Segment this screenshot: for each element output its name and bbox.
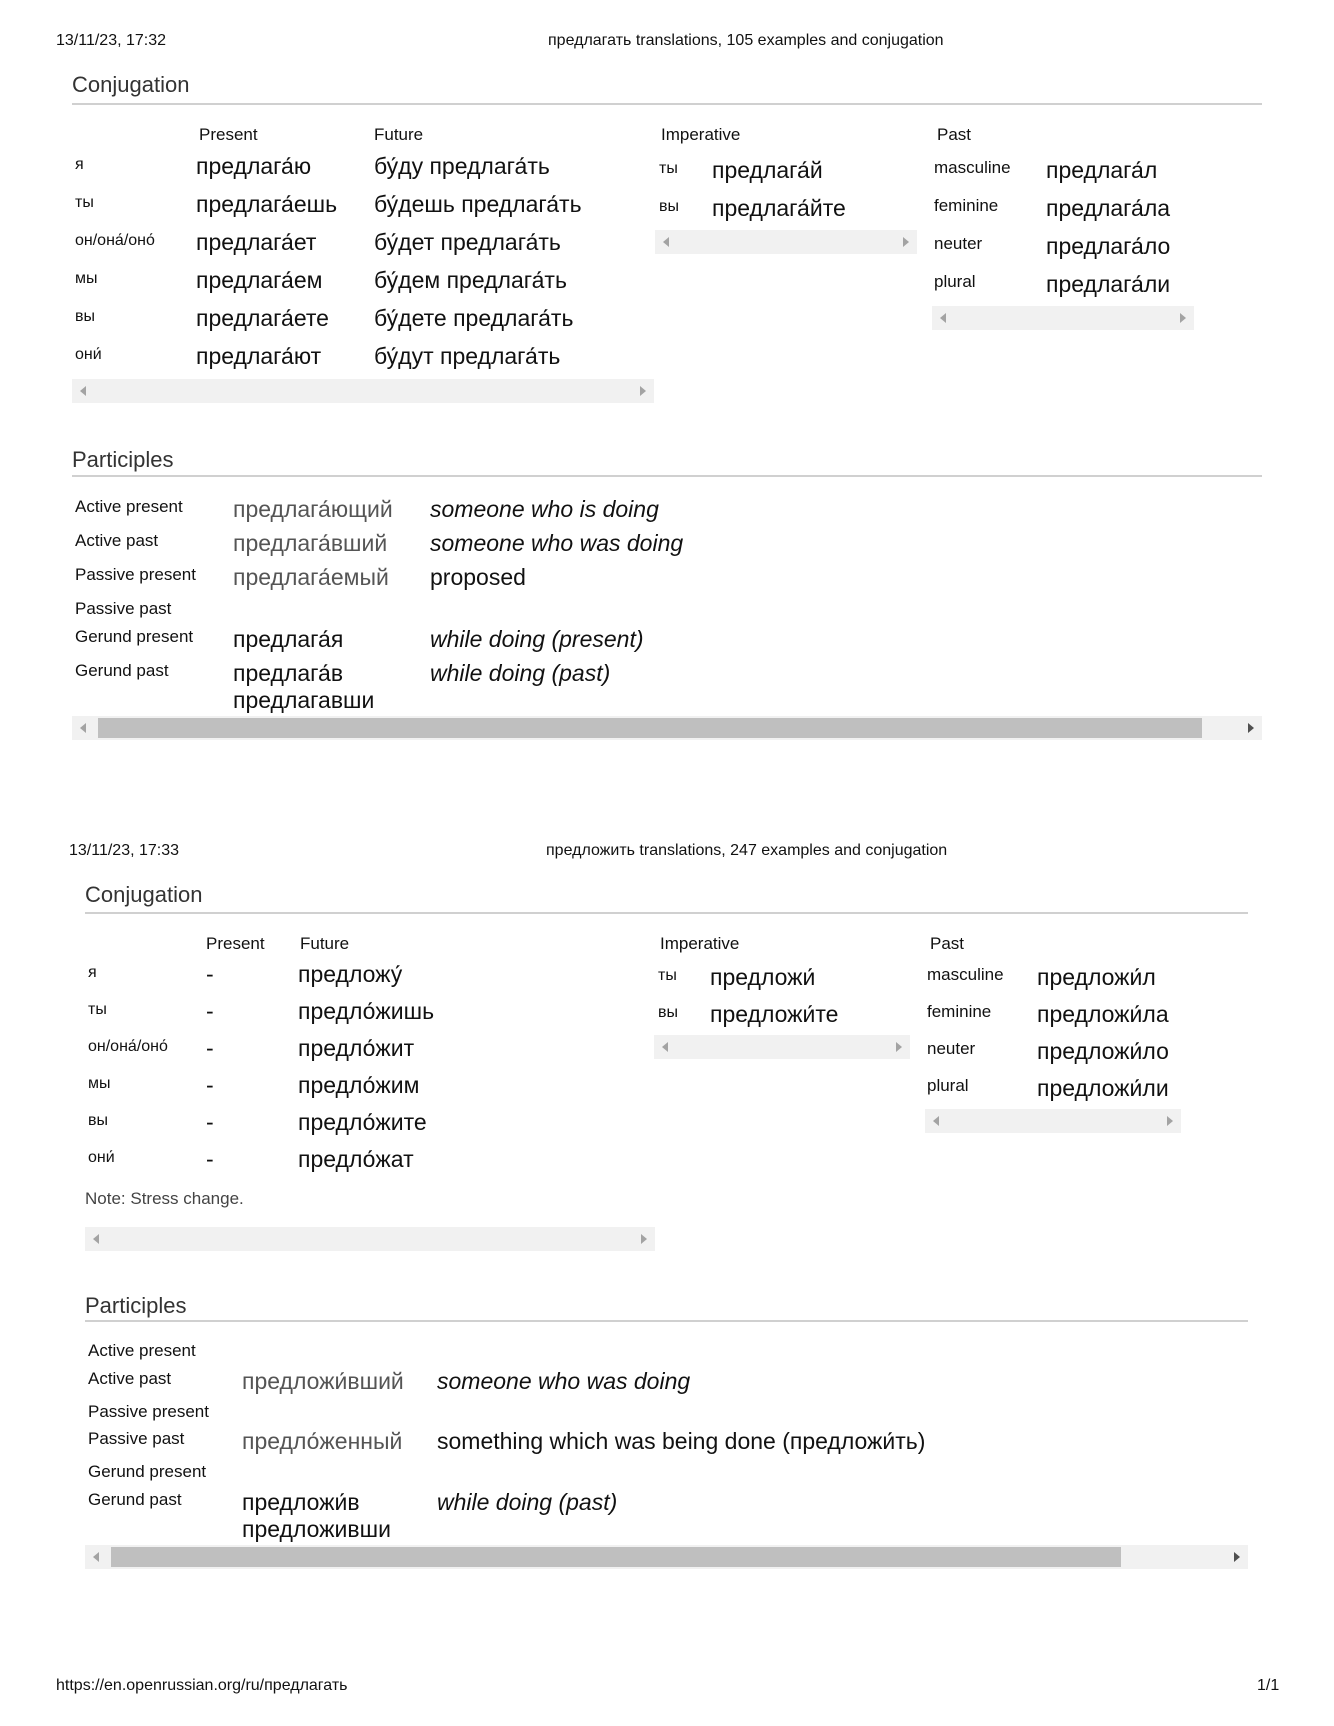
participles-heading: Participles	[72, 447, 174, 472]
scroll-left-icon[interactable]	[933, 1116, 939, 1126]
pronoun: ты	[658, 967, 677, 984]
participle-form: предлага́емый	[233, 564, 389, 590]
print-datetime: 13/11/23, 17:32	[56, 32, 167, 49]
participle-form-alt: предложивши	[242, 1516, 391, 1542]
future-form: предло́жит	[298, 1035, 415, 1061]
participle-form: предложи́вший	[242, 1368, 404, 1394]
participles-table-scrollbar[interactable]	[72, 716, 1262, 740]
past-form: предлага́ла	[1046, 195, 1171, 221]
participle-label: Gerund past	[88, 1490, 182, 1509]
stress-note: Note: Stress change.	[85, 1189, 244, 1208]
conjugation-heading: Conjugation	[85, 882, 203, 907]
conjugation-table-scrollbar[interactable]	[85, 1227, 655, 1251]
present-form: -	[206, 1109, 214, 1135]
scroll-right-icon[interactable]	[641, 1234, 647, 1244]
scroll-left-icon[interactable]	[93, 1234, 99, 1244]
present-form: -	[206, 1072, 214, 1098]
scrollbar-thumb[interactable]	[98, 718, 1202, 738]
participle-translation: someone who was doing	[437, 1368, 691, 1394]
pronoun: ты	[75, 194, 94, 211]
future-form: бу́дем предлага́ть	[374, 267, 567, 293]
past-column-header: Past	[930, 934, 965, 953]
conjugation-table-scrollbar[interactable]	[72, 379, 654, 403]
past-form: предлага́ло	[1046, 233, 1171, 259]
conjugation-heading: Conjugation	[72, 72, 190, 97]
participle-label: Gerund past	[75, 661, 169, 680]
past-gender-label: neuter	[927, 1039, 976, 1058]
participle-translation: while doing (past)	[437, 1489, 618, 1515]
pronoun: вы	[75, 308, 95, 325]
participle-label: Active present	[88, 1341, 196, 1360]
pronoun: ты	[659, 160, 678, 177]
past-table-scrollbar[interactable]	[932, 306, 1194, 330]
pronoun: мы	[88, 1075, 111, 1092]
scroll-left-icon[interactable]	[662, 1042, 668, 1052]
print-title: предложить translations, 247 examples and conjugation	[546, 842, 948, 859]
participle-form-alt: предлагавши	[233, 687, 375, 713]
past-form: предложи́л	[1037, 964, 1156, 990]
participle-label: Passive past	[88, 1429, 185, 1448]
participle-label: Passive past	[75, 599, 172, 618]
scroll-right-icon[interactable]	[903, 237, 909, 247]
imperative-column-header: Imperative	[660, 934, 740, 953]
pronoun: они́	[88, 1149, 115, 1166]
pronoun: вы	[88, 1112, 108, 1129]
future-form: бу́дете предлага́ть	[374, 305, 574, 331]
present-form: -	[206, 1035, 214, 1061]
pronoun: ты	[88, 1001, 107, 1018]
participles-table-scrollbar[interactable]	[85, 1545, 1248, 1569]
future-form: предло́жат	[298, 1146, 414, 1172]
past-table-scrollbar[interactable]	[925, 1109, 1181, 1133]
present-form: предлага́ю	[196, 153, 312, 179]
pronoun: они́	[75, 346, 102, 363]
pronoun: мы	[75, 270, 98, 287]
present-form: предлага́ете	[196, 305, 329, 331]
past-gender-label: plural	[934, 272, 976, 291]
past-column-header: Past	[937, 125, 972, 144]
participle-label: Passive present	[88, 1402, 209, 1421]
future-column-header: Future	[300, 934, 350, 953]
future-column-header: Future	[374, 125, 424, 144]
participle-form: предложи́в	[242, 1489, 360, 1515]
past-gender-label: masculine	[934, 158, 1011, 177]
past-gender-label: feminine	[927, 1002, 992, 1021]
future-form: бу́дешь предлага́ть	[374, 191, 582, 217]
past-form: предложи́ло	[1037, 1038, 1169, 1064]
future-form: предло́жим	[298, 1072, 420, 1098]
past-gender-label: neuter	[934, 234, 983, 253]
past-form: предложи́ли	[1037, 1075, 1169, 1101]
print-datetime: 13/11/23, 17:33	[69, 842, 180, 859]
scroll-left-icon[interactable]	[940, 313, 946, 323]
participle-form: предлага́вший	[233, 530, 388, 556]
participle-translation: proposed	[430, 564, 526, 590]
present-form: -	[206, 1146, 214, 1172]
pronoun: он/она́/оно́	[75, 232, 155, 249]
imperative-form: предложи́	[710, 964, 816, 990]
participle-label: Active present	[75, 497, 183, 516]
participle-translation: someone who was doing	[430, 530, 684, 556]
participle-label: Active past	[75, 531, 159, 550]
participle-translation: while doing (past)	[430, 660, 611, 686]
past-form: предложи́ла	[1037, 1001, 1169, 1027]
participle-label: Passive present	[75, 565, 196, 584]
participle-translation: while doing (present)	[430, 626, 644, 652]
participle-form: предлага́в	[233, 660, 344, 686]
present-form: предлага́ем	[196, 267, 323, 293]
pronoun: я	[75, 156, 84, 173]
present-form: предлага́ет	[196, 229, 317, 255]
pronoun: он/она́/оно́	[88, 1038, 168, 1055]
scroll-right-icon[interactable]	[896, 1042, 902, 1052]
present-column-header: Present	[199, 125, 258, 144]
page-number: 1/1	[1257, 1677, 1280, 1694]
divider	[85, 912, 1248, 914]
pronoun: я	[88, 964, 97, 981]
participle-translation: someone who is doing	[430, 496, 659, 522]
participle-label: Active past	[88, 1369, 172, 1388]
participle-form: предлага́я	[233, 626, 344, 652]
participles-heading: Participles	[85, 1293, 187, 1318]
pronoun: вы	[659, 198, 679, 215]
present-form: предлага́ют	[196, 343, 322, 369]
imperative-form: предлага́й	[712, 157, 823, 183]
participle-label: Gerund present	[75, 627, 194, 646]
scroll-left-icon[interactable]	[80, 723, 86, 733]
participle-form: предлага́ющий	[233, 496, 393, 522]
participle-translation: something which was being done (предложи́ть)	[437, 1428, 926, 1454]
scroll-left-icon[interactable]	[663, 237, 669, 247]
participle-label: Gerund present	[88, 1462, 207, 1481]
past-form: предлага́ли	[1046, 271, 1171, 297]
scroll-right-icon[interactable]	[1180, 313, 1186, 323]
print-title: предлагать translations, 105 examples and conjugation	[548, 32, 944, 49]
future-form: предло́жите	[298, 1109, 427, 1135]
present-column-header: Present	[206, 934, 265, 953]
scrollbar-thumb[interactable]	[111, 1547, 1121, 1567]
divider	[72, 475, 1262, 477]
imperative-form: предлага́йте	[712, 195, 846, 221]
scroll-right-icon[interactable]	[640, 386, 646, 396]
future-form: предложу́	[298, 961, 403, 987]
future-form: бу́ду предлага́ть	[374, 153, 550, 179]
past-form: предлага́л	[1046, 157, 1158, 183]
present-form: -	[206, 961, 214, 987]
divider	[85, 1320, 1248, 1322]
scroll-right-icon[interactable]	[1248, 723, 1254, 733]
scroll-left-icon[interactable]	[93, 1552, 99, 1562]
past-gender-label: masculine	[927, 965, 1004, 984]
imperative-column-header: Imperative	[661, 125, 741, 144]
participle-form: предло́женный	[242, 1428, 403, 1454]
pronoun: вы	[658, 1004, 678, 1021]
present-form: -	[206, 998, 214, 1024]
past-gender-label: plural	[927, 1076, 969, 1095]
present-form: предлага́ешь	[196, 191, 338, 217]
future-form: бу́дут предлага́ть	[374, 343, 561, 369]
imperative-table-scrollbar[interactable]	[654, 1035, 910, 1059]
future-form: предло́жишь	[298, 998, 435, 1024]
page-url: https://en.openrussian.org/ru/предлагать	[56, 1677, 348, 1694]
imperative-table-scrollbar[interactable]	[655, 230, 917, 254]
future-form: бу́дет предлага́ть	[374, 229, 561, 255]
imperative-form: предложи́те	[710, 1001, 839, 1027]
past-gender-label: feminine	[934, 196, 999, 215]
scroll-right-icon[interactable]	[1234, 1552, 1240, 1562]
scroll-right-icon[interactable]	[1167, 1116, 1173, 1126]
divider	[72, 103, 1262, 105]
scroll-left-icon[interactable]	[80, 386, 86, 396]
